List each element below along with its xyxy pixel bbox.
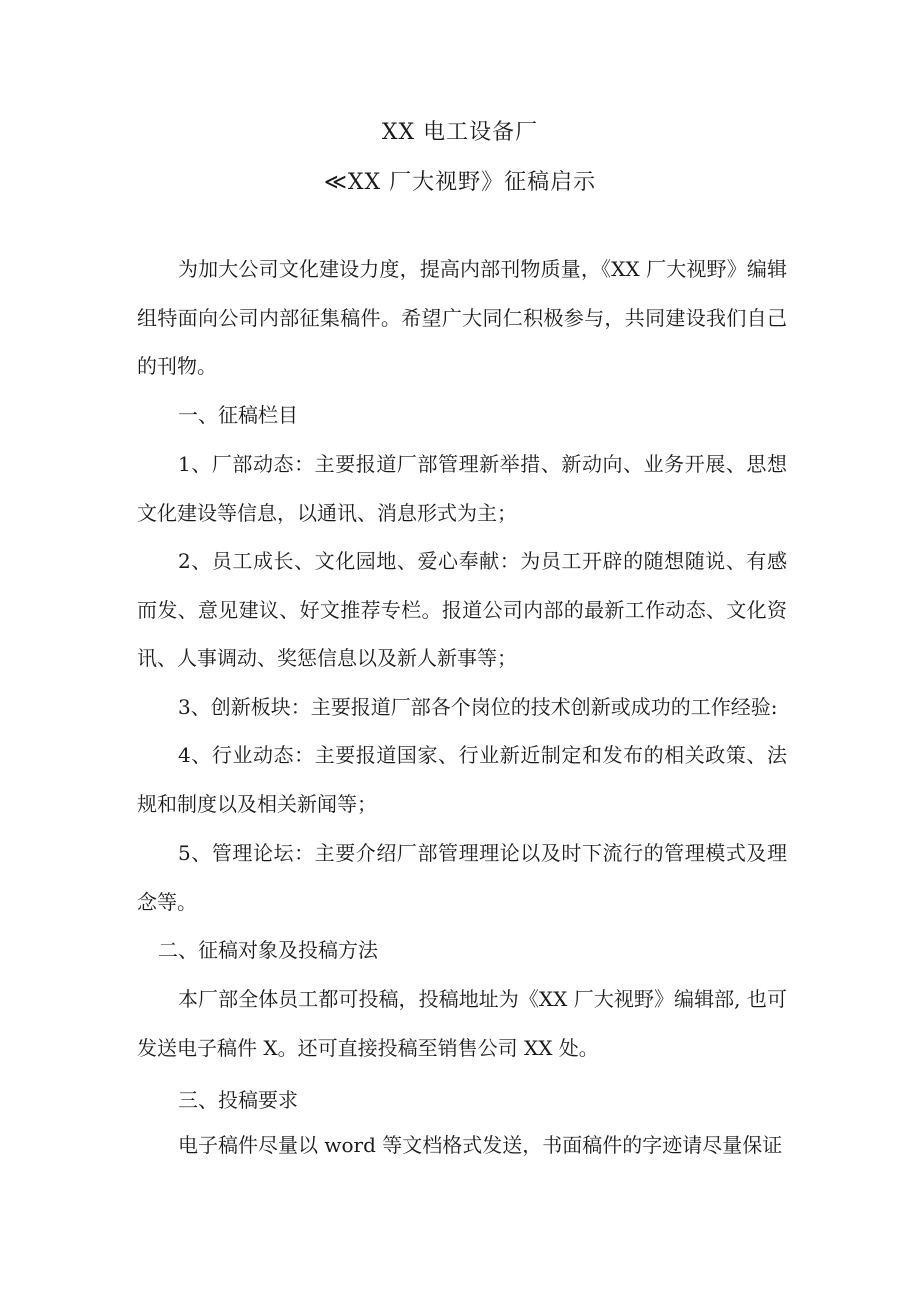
section2-body: 本厂部全体员工都可投稿，投稿地址为《XX 厂大视野》编辑部, 也可发送电子稿件 X。还可直接投稿至销售公司 XX 处。 — [137, 987, 787, 1060]
section1-item-5: 5、管理论坛：主要介绍厂部管理理论以及时下流行的管理模式及理念等。 — [137, 841, 787, 914]
document-subtitle: ≪XX 厂大视野》征稿启示 — [323, 170, 597, 195]
section3-body: 电子稿件尽量以 word 等文档格式发送，书面稿件的字迹请尽量保证 — [178, 1133, 783, 1157]
section1-item-4: 4、行业动态：主要报道国家、行业新近制定和发布的相关政策、法规和制度以及相关新闻等； — [137, 743, 787, 816]
section1-item-1: 1、厂部动态：主要报道厂部管理新举措、新动向、业务开展、思想文化建设等信息，以通讯、消息形式为主； — [137, 452, 787, 525]
document-title: XX 电工设备厂 — [381, 120, 539, 145]
section1-item-3: 3、创新板块：主要报道厂部各个岗位的技术创新或成功的工作经验: — [178, 695, 778, 719]
intro-paragraph: 为加大公司文化建设力度，提高内部刊物质量，《XX 厂大视野》编辑组特面向公司内部征集稿件。希望广大同仁积极参与，共同建设我们自己的刊物。 — [137, 257, 787, 378]
section2-heading: 二、征稿对象及投稿方法 — [158, 938, 378, 962]
section1-heading: 一、征稿栏目 — [178, 403, 298, 427]
section3-heading: 三、投稿要求 — [178, 1088, 298, 1112]
section1-item-2: 2、员工成长、文化园地、爱心奉献：为员工开辟的随想随说、有感而发、意见建议、好文推荐专栏。报道公司内部的最新工作动态、文化资讯、人事调动、奖惩信息以及新人新事等； — [137, 549, 787, 670]
